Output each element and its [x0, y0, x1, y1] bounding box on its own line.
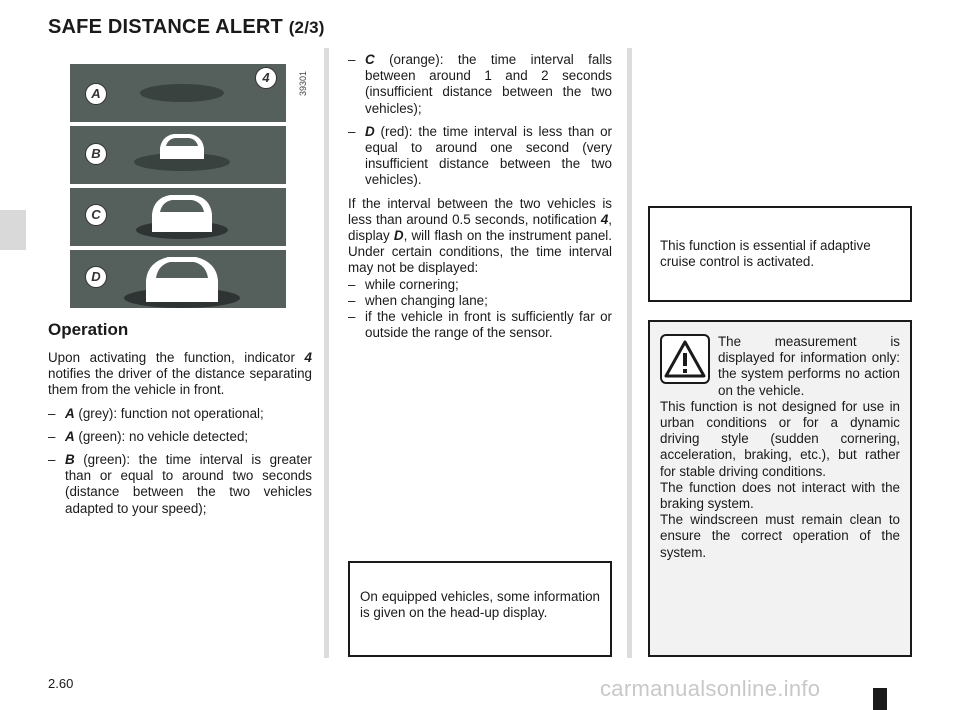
info-box-text: This function is essential if adaptive cruise control is activated. — [660, 238, 871, 270]
column-divider-right — [627, 48, 632, 658]
warning-paragraph: The function does not interact with the braking system. — [660, 479, 900, 512]
warning-triangle-icon — [660, 334, 710, 384]
panel-label-d: D — [85, 266, 107, 288]
panel-label-a: A — [85, 83, 107, 105]
head-up-note-text: On equipped vehicles, some information is given on the head-up display. — [360, 589, 600, 621]
flash-paragraph: If the interval between the two vehicles is less than around 0.5 seconds, notification 4, display D, will flash on the instrument panel. Under certain conditions, the time interval may not be displayed: — [348, 195, 612, 276]
operation-heading: Operation — [48, 320, 129, 339]
warning-paragraph: This function is not designed for use in urban conditions or for a dynamic driving style (sudden cornering, acceleration, braking, etc.), but rather for stable driving conditions. — [660, 398, 900, 479]
page-number: 2.60 — [48, 676, 74, 691]
warning-lead: The measurement is displayed for information only: the system performs no action on the vehicle. — [718, 334, 900, 398]
operation-intro: Upon activating the function, indicator 4 notifies the driver of the distance separating them from the vehicle in front. — [48, 350, 312, 398]
warning-paragraph: The windscreen must remain clean to ensure the correct operation of the system. — [660, 512, 900, 560]
watermark: carmanualsonline.info — [600, 676, 821, 701]
condition-item: – when changing lane; — [348, 292, 488, 308]
panel-label-c: C — [85, 204, 107, 226]
chapter-tab — [0, 210, 26, 250]
operation-section — [48, 350, 312, 517]
condition-item: – while cornering; — [348, 276, 459, 292]
list-item: – B (green): the time interval is greater than or equal to around two seconds (distance between the two vehicles adapted to your speed); — [48, 452, 312, 516]
page-title-suffix: (2/3) — [288, 18, 325, 37]
page-corner-mark — [873, 688, 887, 710]
page-title — [48, 16, 325, 39]
head-up-note-box — [348, 561, 612, 657]
figure-code: 39301 — [298, 70, 308, 96]
condition-item: – if the vehicle in front is sufficiently far or outside the range of the sensor. — [348, 309, 612, 341]
warning-box — [648, 320, 912, 657]
info-box — [648, 206, 912, 302]
panel-label-b: B — [85, 143, 107, 165]
list-item: – C (orange): the time interval falls between around 1 and 2 seconds (insufficient distance between the two vehicles); — [348, 52, 612, 116]
page-title-main: SAFE DISTANCE ALERT — [48, 16, 283, 38]
column-divider-left — [324, 48, 329, 658]
indicator-4-label: 4 — [255, 67, 277, 89]
list-item: – A (green): no vehicle detected; — [48, 428, 249, 444]
middle-column — [348, 52, 612, 341]
list-item: – A (grey): function not operational; — [48, 405, 264, 421]
list-item: – D (red): the time interval is less than or equal to around one second (very insufficient distance between the two vehicles). — [348, 123, 612, 188]
